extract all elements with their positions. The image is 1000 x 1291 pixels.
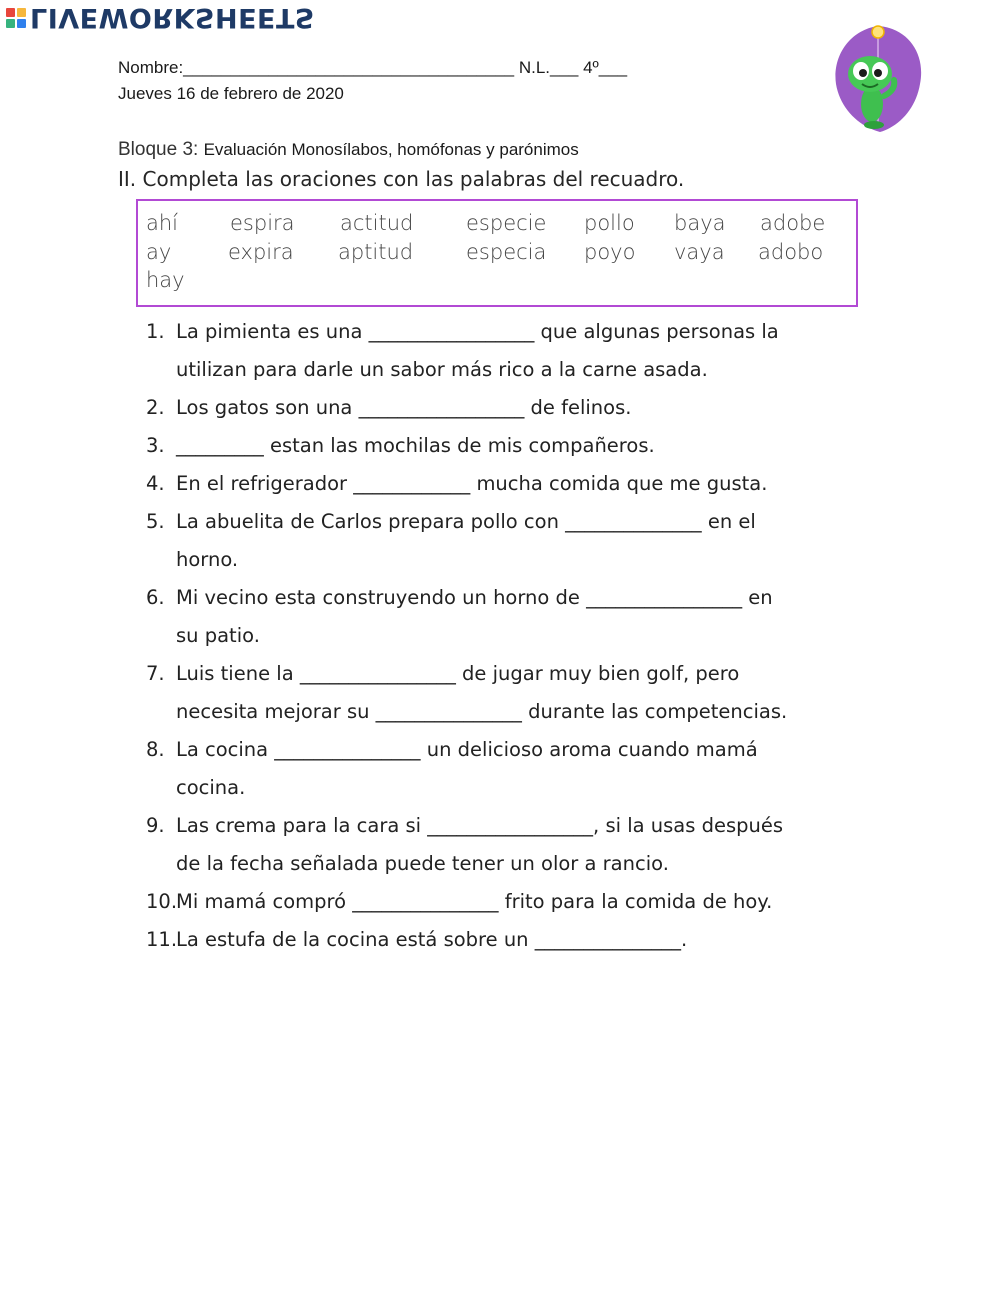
sentence-number: 5. xyxy=(146,510,165,533)
liveworksheets-logo xyxy=(6,4,315,31)
sentence-line: su patio. xyxy=(176,624,260,647)
sentence-line: En el refrigerador ____________ mucha comida que me gusta. xyxy=(176,472,768,495)
word-bank-item: especie xyxy=(466,211,547,235)
sentence-line: La estufa de la cocina está sobre un _______________. xyxy=(176,928,688,951)
word-bank-item: baya xyxy=(674,211,726,235)
sentence-number: 6. xyxy=(146,586,165,609)
sentence-line: Mi vecino esta construyendo un horno de ________________ en xyxy=(176,586,773,609)
sentence-number: 3. xyxy=(146,434,165,457)
word-bank-item: hay xyxy=(146,268,185,292)
sentence-item xyxy=(146,655,886,731)
word-bank-item: vaya xyxy=(674,240,725,264)
sentence-number: 11. xyxy=(146,928,178,951)
sentence-item xyxy=(146,807,886,883)
block-title xyxy=(118,139,579,161)
sentence-line: La abuelita de Carlos prepara pollo con ______________ en el xyxy=(176,510,756,533)
word-bank-item: poyo xyxy=(584,240,636,264)
sentence-line: necesita mejorar su _______________ durante las competencias. xyxy=(176,700,788,723)
sentence-item xyxy=(146,427,886,465)
sentence-line: cocina. xyxy=(176,776,246,799)
word-bank-item: ay xyxy=(146,240,172,264)
sentence-line: Las crema para la cara si _________________, si la usas después xyxy=(176,814,784,837)
logo-text: LIVEWORKSHEETS xyxy=(30,2,315,33)
sentence-item xyxy=(146,313,886,389)
sentence-number: 10. xyxy=(146,890,178,913)
word-bank-item: adobo xyxy=(758,240,824,264)
word-bank-item: adobe xyxy=(760,211,826,235)
sentence-line: utilizan para darle un sabor más rico a la carne asada. xyxy=(176,358,708,381)
date-line: Jueves 16 de febrero de 2020 xyxy=(118,84,344,103)
sentence-item xyxy=(146,465,886,503)
word-bank-box xyxy=(136,199,858,307)
grasshopper-mascot-icon xyxy=(830,20,925,138)
sentence-line: Los gatos son una _________________ de felinos. xyxy=(176,396,632,419)
word-bank-item: ahí xyxy=(146,211,179,235)
sentence-line: La pimienta es una _________________ que algunas personas la xyxy=(176,320,779,343)
word-bank-item: aptitud xyxy=(338,240,414,264)
sentence-item xyxy=(146,883,886,921)
sentence-line: Luis tiene la ________________ de jugar muy bien golf, pero xyxy=(176,662,740,685)
word-bank-item: expira xyxy=(228,240,294,264)
sentence-line: horno. xyxy=(176,548,239,571)
sentence-item xyxy=(146,731,886,807)
sentence-number: 9. xyxy=(146,814,165,837)
sentence-item xyxy=(146,579,886,655)
sentence-number: 2. xyxy=(146,396,165,419)
sentence-item xyxy=(146,389,886,427)
sentence-number: 7. xyxy=(146,662,165,685)
sentence-list xyxy=(146,313,886,959)
sentence-line: de la fecha señalada puede tener un olor a rancio. xyxy=(176,852,669,875)
sentence-line: La cocina _______________ un delicioso aroma cuando mamá xyxy=(176,738,758,761)
sentence-line: _________ estan las mochilas de mis compañeros. xyxy=(176,434,655,457)
block-title-rest: Evaluación Monosílabos, homófonas y parónimos xyxy=(203,140,579,159)
word-bank-item: pollo xyxy=(584,211,635,235)
sentence-number: 1. xyxy=(146,320,165,343)
word-bank-item: actitud xyxy=(340,211,414,235)
sentence-item xyxy=(146,503,886,579)
word-bank-item: espira xyxy=(230,211,295,235)
block-title-prefix: Bloque 3: xyxy=(118,139,204,160)
logo-squares-icon xyxy=(6,8,26,28)
word-bank-item: especia xyxy=(466,240,547,264)
sentence-number: 4. xyxy=(146,472,165,495)
name-line: Nombre:___________________________________ N.L.___ 4º___ xyxy=(118,58,628,77)
sentence-line: Mi mamá compró _______________ frito para la comida de hoy. xyxy=(176,890,773,913)
sentence-item xyxy=(146,921,886,959)
sentence-number: 8. xyxy=(146,738,165,761)
instruction-text: II. Completa las oraciones con las palabras del recuadro. xyxy=(118,167,685,191)
